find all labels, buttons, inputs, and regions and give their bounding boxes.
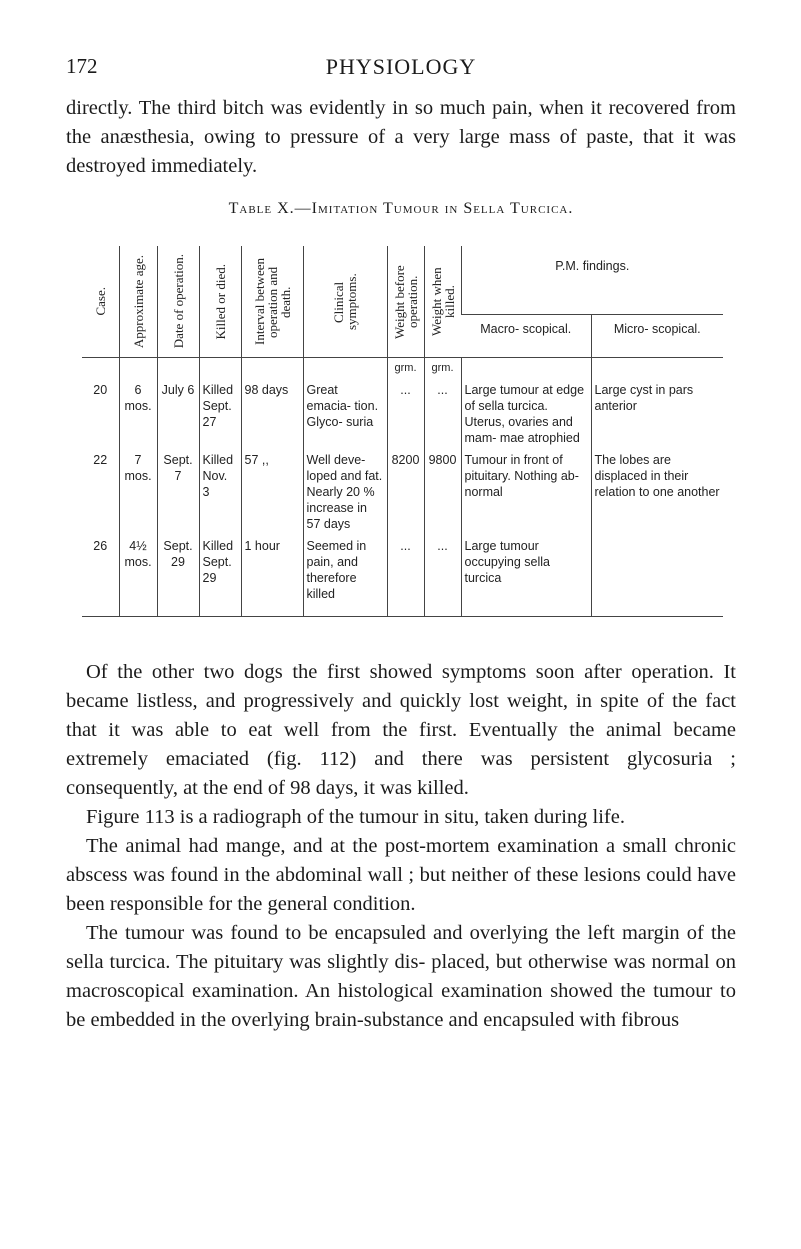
table-row xyxy=(82,532,723,617)
cell-killed: Killed Sept. 27 xyxy=(199,376,241,446)
paragraph: The animal had mange, and at the post-mortem examination a small chronic abscess was found in the abdominal wall ; but neither of these lesions could have been responsible for the general condition. xyxy=(66,835,736,915)
cell-interval: 1 hour xyxy=(241,532,303,617)
cell-symptoms: Well deve- loped and fat. Nearly 20 % increase in 57 days xyxy=(303,446,387,532)
header-age: Approximate age. xyxy=(119,246,157,358)
cell-weight-before: ... xyxy=(387,532,424,617)
cell-interval: 57 ,, xyxy=(241,446,303,532)
table-caption: Table X.—Imitation Tumour in Sella Turcica. xyxy=(228,200,574,217)
cell-age: 6 mos. xyxy=(119,376,157,446)
header-pm-findings: P.M. findings. xyxy=(461,246,723,315)
cell-case: 22 xyxy=(93,453,108,467)
cell-micro: The lobes are displaced in their relation to one another xyxy=(591,446,723,532)
intro-paragraph: directly. The third bitch was evidently in so much pain, when it recovered from the anæsthesia, owing to pressure of a very large mass of paste, that it was destroyed immediately. xyxy=(66,97,736,177)
cell-symptoms: Seemed in pain, and therefore killed xyxy=(303,532,387,617)
page-header xyxy=(66,54,736,88)
imitation-tumour-table xyxy=(82,246,723,617)
cell-micro xyxy=(591,532,723,617)
paragraph: Figure 113 is a radiograph of the tumour in situ, taken during life. xyxy=(86,806,625,828)
header-killed-died: Killed or died. xyxy=(199,246,241,358)
cell-weight-killed: 9800 xyxy=(424,446,461,532)
cell-interval: 98 days xyxy=(241,376,303,446)
header-symptoms: Clinical symptoms. xyxy=(303,246,387,358)
header-interval: Interval between operation and death. xyxy=(241,246,303,358)
cell-weight-before: ... xyxy=(387,376,424,446)
cell-weight-before: 8200 xyxy=(387,446,424,532)
cell-date: July 6 xyxy=(157,376,199,446)
header-weight-killed: Weight when killed. xyxy=(424,246,461,358)
unit-weight-killed: grm. xyxy=(424,358,461,377)
cell-date: Sept. 7 xyxy=(157,446,199,532)
cell-weight-killed: ... xyxy=(424,376,461,446)
header-macroscopical: Macro- scopical. xyxy=(480,322,572,336)
cell-case: 26 xyxy=(93,539,108,553)
table-row xyxy=(82,376,723,446)
cell-micro: Large cyst in pars anterior xyxy=(591,376,723,446)
cell-killed: Killed Sept. 29 xyxy=(199,532,241,617)
page-number: 172 xyxy=(66,54,98,78)
body-text xyxy=(66,658,736,1035)
cell-weight-killed: ... xyxy=(424,532,461,617)
cell-age: 7 mos. xyxy=(119,446,157,532)
paragraph: Of the other two dogs the first showed symptoms soon after operation. It became listless, and progressively and quickly lost weight, in spite of the fact that it was able to eat well from the first. Eventually the animal became extremely emaciated (fig. 112) and there was persistent glycosuria ; consequently, at the end of 98 days, it was killed. xyxy=(66,661,736,799)
cell-macro: Tumour in front of pituitary. Nothing ab- normal xyxy=(461,446,591,532)
table-row xyxy=(82,446,723,532)
cell-case: 20 xyxy=(93,383,108,397)
header-weight-before: Weight before operation. xyxy=(387,246,424,358)
cell-date: Sept. 29 xyxy=(157,532,199,617)
cell-age: 4½ mos. xyxy=(119,532,157,617)
cell-macro: Large tumour occupying sella turcica xyxy=(461,532,591,617)
cell-symptoms: Great emacia- tion. Glyco- suria xyxy=(303,376,387,446)
header-microscopical: Micro- scopical. xyxy=(591,315,723,358)
cell-macro: Large tumour at edge of sella turcica. Uterus, ovaries and mam- mae atrophied xyxy=(461,376,591,446)
header-case: Case. xyxy=(92,287,108,316)
cell-killed: Killed Nov. 3 xyxy=(199,446,241,532)
paragraph: The tumour was found to be encapsuled and overlying the left margin of the sella turcica. The pituitary was slightly dis- placed, but otherwise was normal on macroscopical examination. An histological examination showed the tumour to be embedded in the overlying brain-substance and encapsuled with fibrous xyxy=(66,922,736,1031)
running-head: PHYSIOLOGY xyxy=(325,54,477,79)
unit-weight-before: grm. xyxy=(387,358,424,377)
header-date-operation: Date of operation. xyxy=(157,246,199,358)
